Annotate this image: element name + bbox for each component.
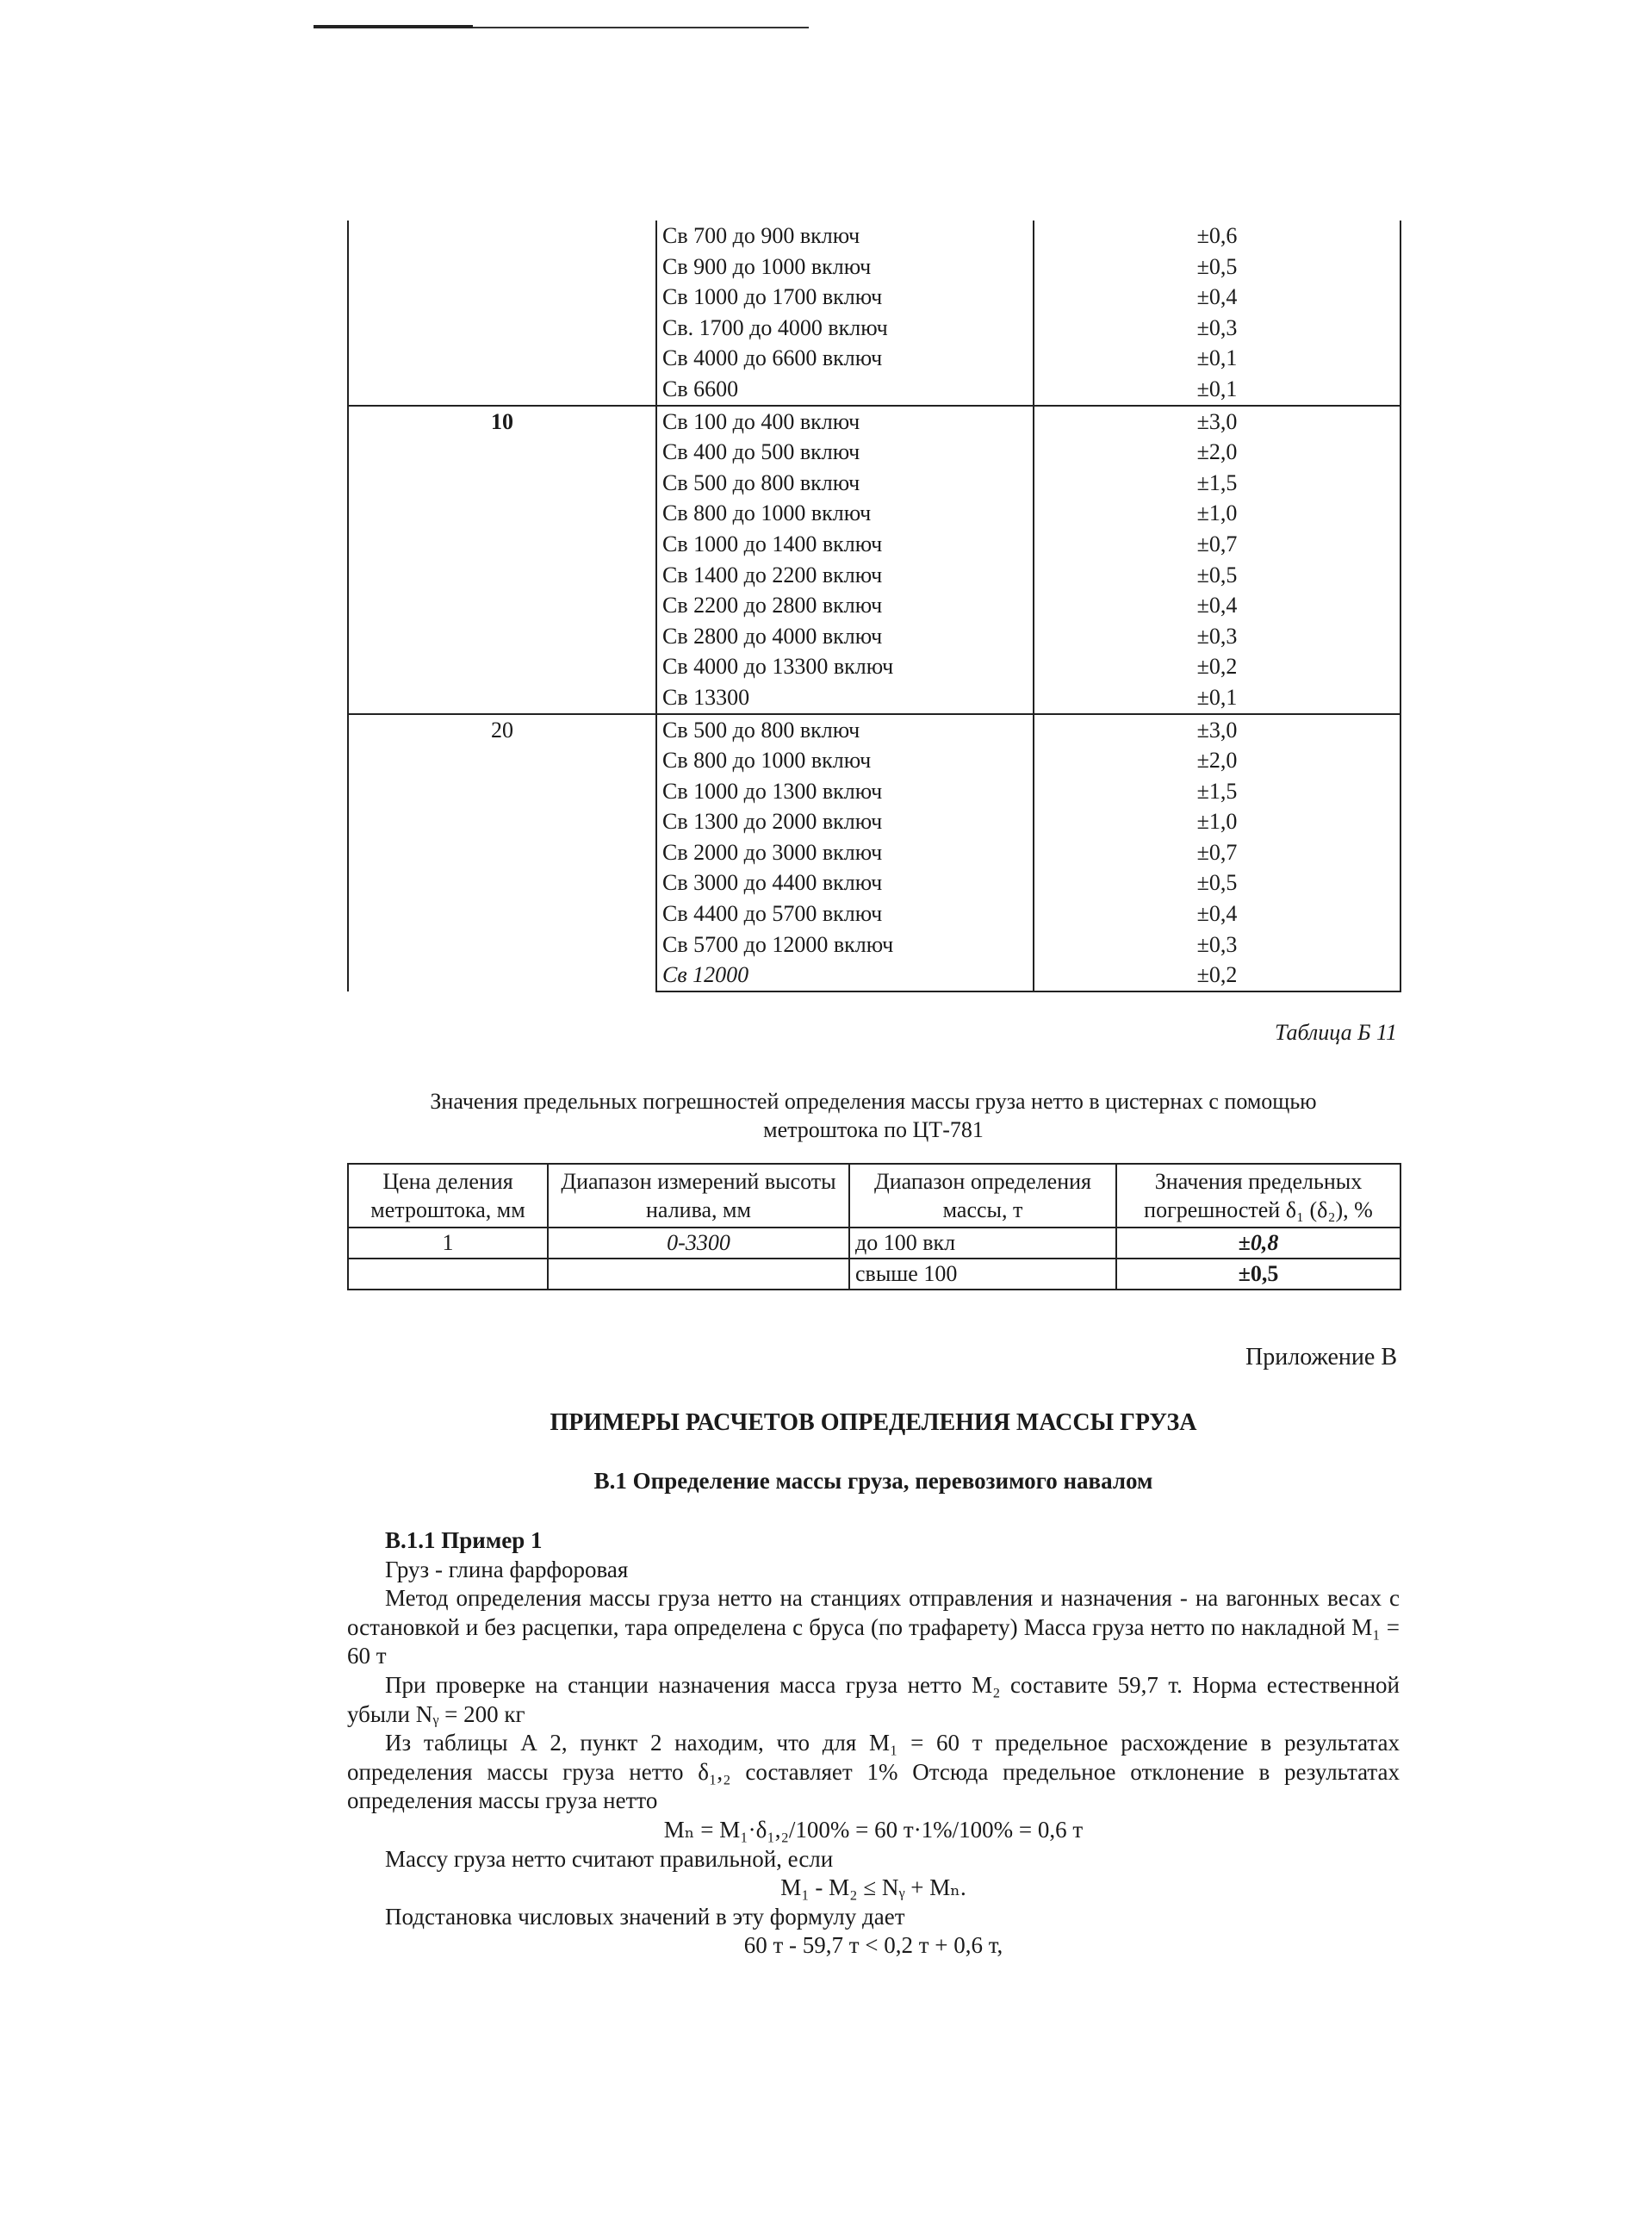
cell-error-value: ±0,1: [1034, 374, 1400, 406]
cell-mass-range: Св 900 до 1000 включ: [656, 252, 1034, 283]
table-row: [348, 1259, 1400, 1290]
table-row: [348, 714, 1400, 746]
cell-error-value: ±0,4: [1034, 590, 1400, 621]
cell-mass-range: Св 100 до 400 включ: [656, 406, 1034, 438]
cell-mass-range: Св 2000 до 3000 включ: [656, 837, 1034, 868]
formula-deviation: Mₙ = M₁·δ₁,₂/100% = 60 т·1%/100% = 0,6 т: [663, 1816, 1084, 1843]
cell-error-value: ±0,5: [1034, 867, 1400, 898]
header-price: Цена деления метроштока, мм: [348, 1164, 548, 1228]
cell-error-value: ±0,3: [1034, 929, 1400, 960]
cell-height: [548, 1259, 849, 1290]
example-paragraph-5: Подстановка числовых значений в эту формулу дает: [385, 1903, 905, 1930]
example-body: [347, 1526, 1400, 1961]
cell-price: 1: [348, 1228, 548, 1259]
cell-error-value: ±3,0: [1034, 406, 1400, 438]
table-b10-body: [348, 221, 1400, 991]
cell-error-value: ±1,0: [1034, 498, 1400, 529]
table-row: [348, 406, 1400, 438]
cell-price-step: [348, 221, 656, 406]
example-heading: В.1.1 Пример 1: [385, 1527, 543, 1553]
cell-mass-range: Св 2200 до 2800 включ: [656, 590, 1034, 621]
cell-error-value: ±2,0: [1034, 745, 1400, 776]
cell-mass-range: Св 1000 до 1700 включ: [656, 282, 1034, 313]
cell-mass-range: Св 6600: [656, 374, 1034, 406]
table-b11: [347, 1163, 1401, 1290]
cell-price-step: 20: [348, 714, 656, 991]
cell-mass-range: Св 4000 до 6600 включ: [656, 343, 1034, 374]
cell-error-value: ±0,5: [1034, 252, 1400, 283]
cell-error-value: ±0,7: [1034, 837, 1400, 868]
table-b11-title-line1: Значения предельных погрешностей определения массы груза нетто в цистернах с помощью: [430, 1089, 1317, 1114]
cell-mass-range: Св 1000 до 1400 включ: [656, 529, 1034, 560]
section-subtitle: В.1 Определение массы груза, перевозимого навалом: [593, 1468, 1153, 1494]
cell-mass-range: Св 700 до 900 включ: [656, 221, 1034, 252]
cell-error-value: ±0,5: [1034, 560, 1400, 591]
cell-mass-range: Св 1000 до 1300 включ: [656, 776, 1034, 807]
cell-price: [348, 1259, 548, 1290]
cell-mass-range: Св 2800 до 4000 включ: [656, 621, 1034, 652]
formula-substitution: 60 т - 59,7 т < 0,2 т + 0,6 т,: [743, 1932, 1003, 1959]
cell-mass: до 100 вкл: [849, 1228, 1116, 1259]
cell-mass-range: Св 800 до 1000 включ: [656, 745, 1034, 776]
cell-price-step: 10: [348, 406, 656, 714]
formula-condition: M₁ - M₂ ≤ Nᵧ + Mₙ.: [780, 1874, 966, 1901]
header-mass-range: Диапазон определения массы, т: [849, 1164, 1116, 1228]
example-paragraph-2: При проверке на станции назначения масса груза нетто M₂ составите 59,7 т. Норма естественной убыли Nᵧ = 200 кг: [347, 1671, 1400, 1727]
header-error-values: Значения предельных погрешностей δ₁ (δ₂), %: [1116, 1164, 1400, 1228]
cell-mass-range: Св 500 до 800 включ: [656, 468, 1034, 499]
top-rule-thin: [473, 27, 809, 28]
cell-error-value: ±1,5: [1034, 468, 1400, 499]
table-b11-title-line2: метроштока по ЦТ-781: [763, 1117, 984, 1142]
cell-error: ±0,8: [1116, 1228, 1400, 1259]
header-height-range: Диапазон измерений высоты налива, мм: [548, 1164, 849, 1228]
cell-error-value: ±0,6: [1034, 221, 1400, 252]
table-row: [348, 1228, 1400, 1259]
example-paragraph-4: Массу груза нетто считают правильной, если: [385, 1845, 834, 1872]
cell-mass-range: Св 1400 до 2200 включ: [656, 560, 1034, 591]
example-paragraph-1: Метод определения массы груза нетто на станциях отправления и назначения - на вагонных весах с остановкой и без расцепки, тара определена с бруса (по трафарету) Масса груза нетто по накладной M₁ = 60 т: [347, 1585, 1400, 1669]
top-rule: [314, 25, 830, 32]
cell-error-value: ±0,4: [1034, 282, 1400, 313]
cell-mass-range: Св 13300: [656, 682, 1034, 714]
cell-mass-range: Св 400 до 500 включ: [656, 437, 1034, 468]
cell-error: ±0,5: [1116, 1259, 1400, 1290]
cell-mass-range: Св 4000 до 13300 включ: [656, 651, 1034, 682]
cell-error-value: ±0,3: [1034, 313, 1400, 344]
cell-error-value: ±3,0: [1034, 714, 1400, 746]
cell-error-value: ±0,4: [1034, 898, 1400, 929]
cell-mass-range: Св 3000 до 4400 включ: [656, 867, 1034, 898]
cell-error-value: ±1,0: [1034, 806, 1400, 837]
cell-error-value: ±0,3: [1034, 621, 1400, 652]
cell-error-value: ±0,7: [1034, 529, 1400, 560]
cell-error-value: ±0,2: [1034, 960, 1400, 991]
table-b11-title: [347, 1087, 1400, 1144]
appendix-label: Приложение В: [1245, 1344, 1397, 1371]
example-paragraph-3: Из таблицы А 2, пункт 2 находим, что для M₁ = 60 т предельное расхождение в результатах определения массы груза нетто δ₁,₂ составляет 1% Отсюда предельное отклонение в результатах определения массы груза нетто: [347, 1730, 1400, 1814]
table-b11-label: Таблица Б 11: [1274, 1020, 1397, 1045]
cell-height: 0-3300: [548, 1228, 849, 1259]
cell-error-value: ±0,1: [1034, 343, 1400, 374]
cell-mass-range: Св 4400 до 5700 включ: [656, 898, 1034, 929]
table-row: [348, 221, 1400, 252]
cell-mass-range: Св 500 до 800 включ: [656, 714, 1034, 746]
cell-error-value: ±0,2: [1034, 651, 1400, 682]
cell-mass-range: Св 800 до 1000 включ: [656, 498, 1034, 529]
cell-mass: свыше 100: [849, 1259, 1116, 1290]
table-b11-header-row: [348, 1164, 1400, 1228]
cell-error-value: ±0,1: [1034, 682, 1400, 714]
appendix-title: ПРИМЕРЫ РАСЧЕТОВ ОПРЕДЕЛЕНИЯ МАССЫ ГРУЗА: [550, 1409, 1197, 1436]
top-rule-thick: [314, 25, 473, 28]
cell-mass-range: Св 12000: [656, 960, 1034, 991]
cell-mass-range: Св 5700 до 12000 включ: [656, 929, 1034, 960]
cell-mass-range: Св. 1700 до 4000 включ: [656, 313, 1034, 344]
cell-error-value: ±2,0: [1034, 437, 1400, 468]
cell-error-value: ±1,5: [1034, 776, 1400, 807]
table-b10-continuation: [347, 221, 1401, 992]
example-cargo: Груз - глина фарфоровая: [385, 1556, 629, 1582]
cell-mass-range: Св 1300 до 2000 включ: [656, 806, 1034, 837]
